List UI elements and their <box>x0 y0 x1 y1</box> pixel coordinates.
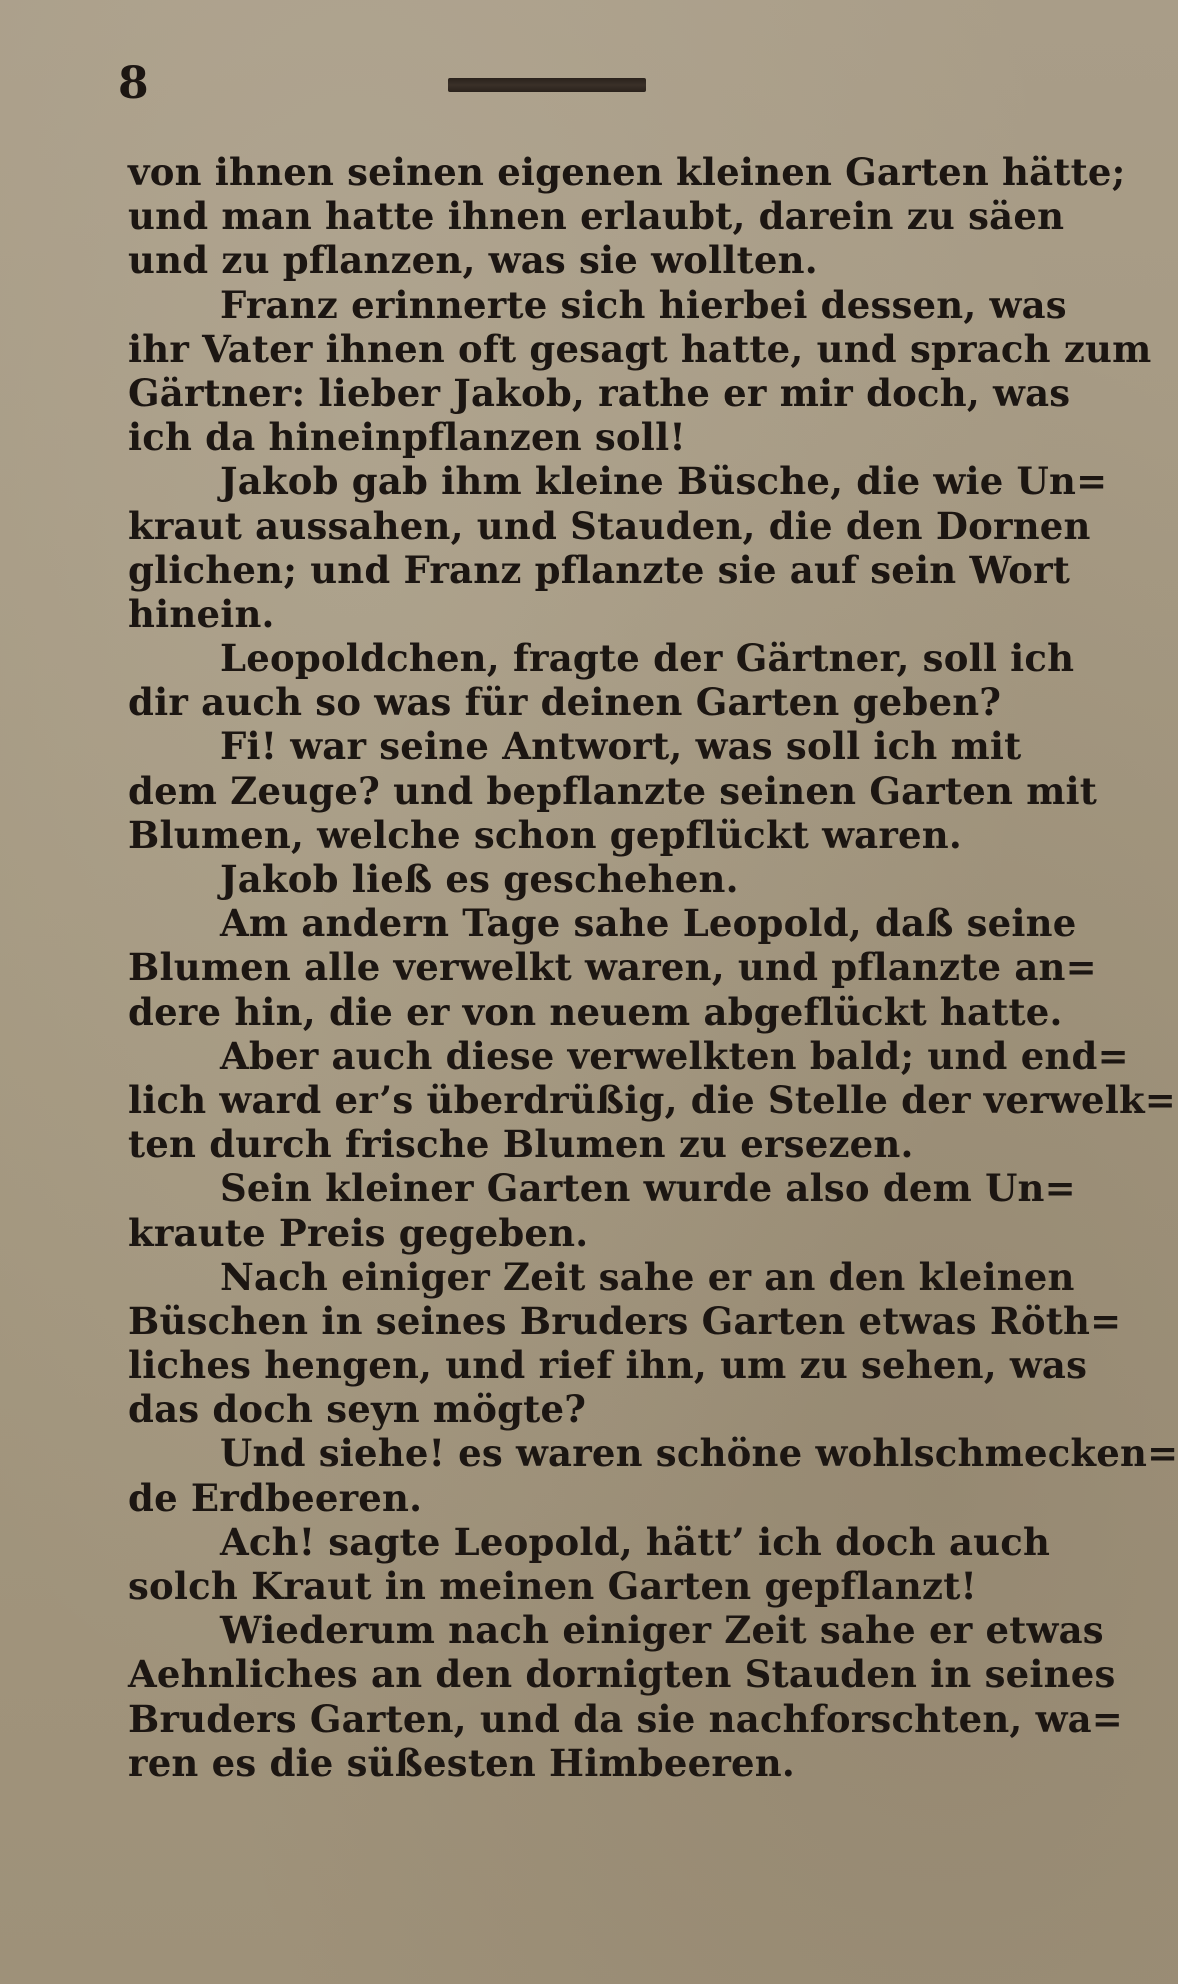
text-line: ich da hineinpflanzen soll! <box>128 415 686 460</box>
text-line: und man hatte ihnen erlaubt, darein zu säen <box>128 194 1065 239</box>
text-line: Leopoldchen, fragte der Gärtner, soll ich <box>220 636 1075 681</box>
text-line: Bruders Garten, und da sie nachforschten, wa= <box>128 1696 1124 1741</box>
text-line: Franz erinnerte sich hierbei dessen, was <box>220 282 1067 327</box>
text-line: ren es die süßesten Himbeeren. <box>128 1740 795 1785</box>
text-line: dere hin, die er von neuem abgeflückt hatte. <box>128 989 1063 1034</box>
text-line: Jakob ließ es geschehen. <box>220 857 739 901</box>
text-line: Wiederum nach einiger Zeit sahe er etwas <box>220 1608 1104 1653</box>
text-line: liches hengen, und rief ihn, um zu sehen, was <box>128 1343 1088 1388</box>
text-line: lich ward er’s überdrüßig, die Stelle der verwelk= <box>128 1077 1176 1122</box>
text-line: hinein. <box>128 591 275 636</box>
page-number: 8 <box>118 58 149 109</box>
text-line: Jakob gab ihm kleine Büsche, die wie Un= <box>220 459 1108 504</box>
text-line: von ihnen seinen eigenen kleinen Garten hätte; <box>128 150 1126 194</box>
text-line: Und siehe! es waren schöne wohlschmecken= <box>220 1431 1178 1476</box>
text-line: Am andern Tage sahe Leopold, daß seine <box>220 901 1077 946</box>
text-line: Blumen alle verwelkt waren, und pflanzte an= <box>128 945 1097 990</box>
text-line: Blumen, welche schon gepflückt waren. <box>128 812 962 857</box>
body-text <box>128 150 1178 1785</box>
text-line: kraute Preis gegeben. <box>128 1210 589 1255</box>
text-line: Sein kleiner Garten wurde also dem Un= <box>220 1166 1076 1211</box>
text-line: Ach! sagte Leopold, hätt’ ich doch auch <box>220 1519 1051 1564</box>
text-line: Nach einiger Zeit sahe er an den kleinen <box>220 1254 1075 1299</box>
text-line: Gärtner: lieber Jakob, rathe er mir doch, was <box>128 370 1071 415</box>
text-line: de Erdbeeren. <box>128 1475 423 1520</box>
text-line: dem Zeuge? und bepflanzte seinen Garten mit <box>128 768 1098 813</box>
text-line: das doch seyn mögte? <box>128 1387 587 1432</box>
text-line: Fi! war seine Antwort, was soll ich mit <box>220 724 1022 769</box>
text-line: kraut aussahen, und Stauden, die den Dornen <box>128 503 1091 548</box>
text-line: Büschen in seines Bruders Garten etwas Röth= <box>128 1298 1122 1343</box>
text-line: und zu pflanzen, was sie wollten. <box>128 238 818 283</box>
header-rule <box>448 78 646 92</box>
text-line: ten durch frische Blumen zu ersezen. <box>128 1122 914 1167</box>
text-line: solch Kraut in meinen Garten gepflanzt! <box>128 1564 977 1608</box>
text-line: dir auch so was für deinen Garten geben? <box>128 680 1002 725</box>
text-line: glichen; und Franz pflanzte sie auf sein Wort <box>128 547 1071 592</box>
text-line: ihr Vater ihnen oft gesagt hatte, und sprach zum <box>128 326 1152 371</box>
text-line: Aehnliches an den dornigten Stauden in seines <box>128 1652 1116 1697</box>
text-line: Aber auch diese verwelkten bald; und end= <box>220 1033 1129 1078</box>
